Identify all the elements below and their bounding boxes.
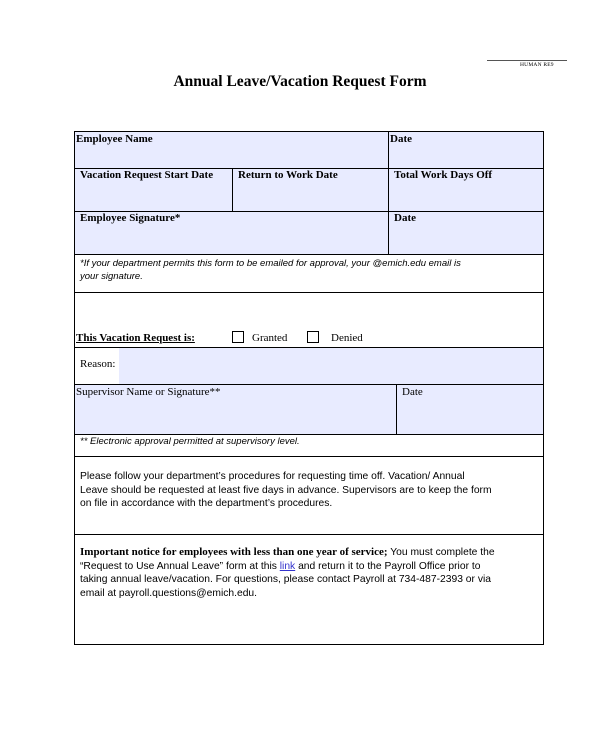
- employee-name-label: Employee Name: [76, 133, 153, 145]
- supervisor-name-label: Supervisor Name or Signature**: [76, 386, 221, 398]
- date-label-2: Date: [394, 212, 416, 224]
- doc-code: HUMAN RE9: [520, 62, 554, 68]
- procedures-line2: Leave should be requested at least five days in advance. Supervisors are to keep the form: [80, 484, 492, 496]
- signature-label: Employee Signature*: [80, 212, 181, 224]
- notice-line4: email at payroll.questions@emich.edu.: [80, 587, 258, 599]
- supervisor-date-label: Date: [402, 386, 423, 398]
- doc-code-rule: [487, 60, 567, 61]
- procedures-text: [80, 470, 523, 511]
- reason-label: Reason:: [80, 358, 116, 370]
- form-title: Annual Leave/Vacation Request Form: [173, 73, 427, 90]
- request-form-link[interactable]: link: [279, 560, 296, 572]
- reason-field[interactable]: [119, 348, 543, 384]
- notice-line3: taking annual leave/vacation. For questions, please contact Payroll at 734-487-2393 or via: [80, 574, 491, 585]
- email-note-line1: *If your department permits this form to be emailed for approval, your @emich.edu email is: [80, 258, 461, 269]
- start-date-label: Vacation Request Start Date: [80, 169, 214, 181]
- granted-label: Granted: [252, 332, 288, 344]
- return-date-label: Return to Work Date: [238, 169, 338, 181]
- date-field-1[interactable]: [389, 132, 543, 168]
- notice-bold: Important notice for employees with less than one year of service;: [80, 546, 388, 558]
- date-label-1: Date: [390, 133, 412, 145]
- request-form-table: [74, 131, 544, 645]
- granted-checkbox[interactable]: [232, 331, 244, 343]
- denied-checkbox[interactable]: [307, 331, 319, 343]
- notice-line1-rest: You must complete the: [387, 547, 495, 558]
- notice-line2-b: and return it to the Payroll Office prior to: [295, 560, 481, 572]
- procedures-line1: Please follow your department’s procedures for requesting time off. Vacation/ Annual: [80, 471, 465, 482]
- email-note: [80, 258, 461, 283]
- notice-line2-a: “Request to Use Annual Leave” form at this: [80, 560, 280, 572]
- important-notice: [80, 546, 536, 600]
- denied-label: Denied: [331, 332, 363, 344]
- electronic-approval-note: ** Electronic approval permitted at supervisory level.: [80, 436, 300, 447]
- email-note-line2: your signature.: [80, 270, 143, 282]
- procedures-line3: on file in accordance with the department’s procedures.: [80, 498, 333, 509]
- approval-label: This Vacation Request is:: [76, 332, 195, 344]
- total-days-label: Total Work Days Off: [394, 169, 493, 181]
